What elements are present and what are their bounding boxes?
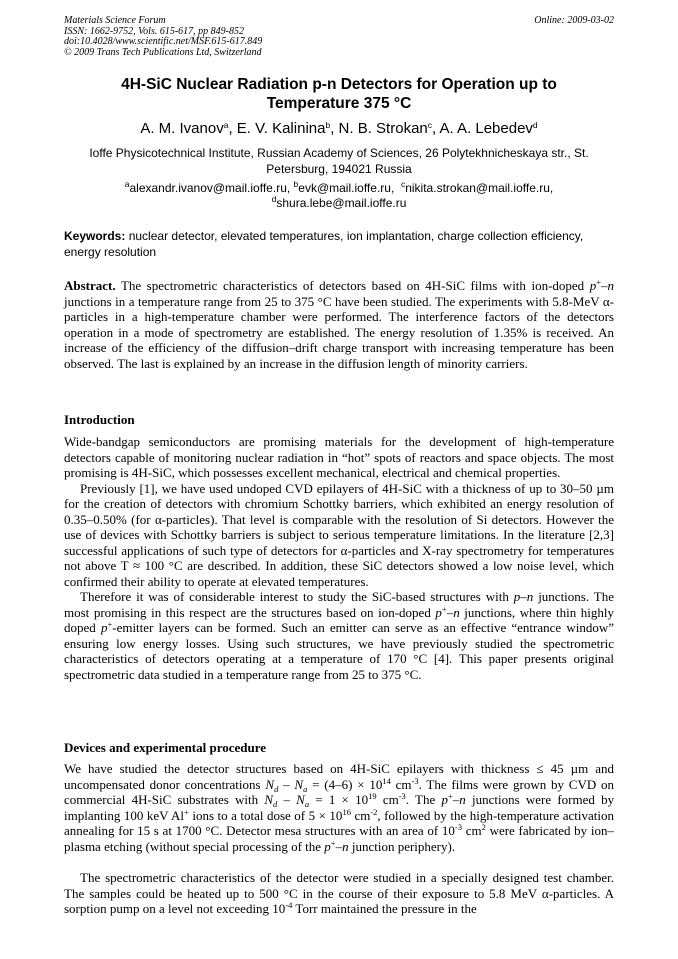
online-date: Online: 2009-03-02 (534, 15, 614, 26)
paragraph: Previously [1], we have used undoped CVD epilayers of 4H-SiC with a thickness of up to 30–50 µm for the creation of detectors with chromium Schottky barriers, which exhibited an energy resolution of 0.35–0.50% (for α-particles). That level is comparable with the resolution of Si detectors. However the use of devices with Schottky barriers is subject to serious temperature limitations. In the literature [2,3] successful applications of such type of detectors for α-particles and X-ray spectrometry for temperatures not above T ≈ 100 °C are described. In addition, these SiC detectors showed a low noise level, which confirmed their ability to operate at elevated temperatures. (64, 480, 614, 589)
affiliation-line-2: Petersburg, 194021 Russia (266, 162, 412, 176)
keywords-label: Keywords: (64, 229, 126, 243)
email: $^b$evk@mail.ioffe.ru, (293, 179, 395, 195)
section-heading-introduction: Introduction (64, 412, 135, 427)
author: E. V. Kalinina$^b$, (236, 120, 339, 137)
abstract-label: Abstract. (64, 278, 116, 293)
affiliation-line-1: Ioffe Physicotechnical Institute, Russian Academy of Sciences, 26 Polytekhnicheskaya str., St. (89, 146, 589, 160)
email-list (64, 181, 614, 210)
paragraph: The spectrometric characteristics of the detector were studied in a specially designed test chamber. The samples could be heated up to 500 °C in the course of their exposure to 5.8 MeV α-particles. A sorption pump on a level not exceeding $10^{-4}$ Torr maintained the pressure in the (64, 870, 614, 916)
email: $^a$alexandr.ivanov@mail.ioffe.ru, (124, 179, 291, 195)
title-line-2: Temperature 375 °C (266, 95, 412, 112)
journal-name: Materials Science Forum (64, 15, 166, 26)
journal-issn: ISSN: 1662-9752, Vols. 615-617, pp 849-852 (64, 25, 244, 37)
paper-title (64, 75, 614, 113)
email: $^d$shura.lebe@mail.ioffe.ru (271, 193, 407, 210)
author-list (64, 119, 614, 138)
paragraph: We have studied the detector structures based on 4H-SiC epilayers with thickness ≤ 45 µm and uncompensated donor concentrations $N_d - N_a = (4-6) \times 10^{14}$ $cm^{-3}$. The films were grown by CVD on commercial 4H-SiC substrates with $N_d - N_a = 1 \times 10^{19}$ $cm^{-3}$. The p+–n junctions were formed by implanting 100 keV Al+ ions to a total dose of $5 \times 10^{16}$ $cm^{-2}$, followed by the high-temperature activation annealing for 15 s at 1700 °C. Detector mesa structures with an area of $10^{-3}$ $cm^2$ were fabricated by ion–plasma etching (without special processing of the p+–n junction periphery). (64, 761, 615, 854)
title-line-1: 4H-SiC Nuclear Radiation p-n Detectors for Operation up to (121, 76, 557, 93)
devices-body (64, 761, 614, 917)
journal-doi: doi:10.4028/www.scientific.net/MSF.615-617.849 (64, 36, 263, 47)
abstract: Abstract. The spectrometric characteristics of detectors based on 4H-SiC films with ion-doped p+–n junctions in a temperature range from 25 to 375 °C have been studied. The experiments with 5.8-MeV α-particles in a high-temperature chamber were performed. The interference factors of the detectors operation in a mode of spectrometry are established. The energy resolution of 1.35% is received. An increase of the efficiency of the diffusion–drift charge transport with increasing temperature has been observed. The last is explained by an increase in the diffusion length of minority carriers. (64, 277, 614, 371)
keywords-text: nuclear detector, elevated temperatures, ion implantation, charge collection efficiency, energy resolution (64, 229, 584, 259)
author: A. A. Lebedev$^d$ (439, 120, 538, 137)
author: A. M. Ivanov$^a$, (140, 120, 237, 137)
journal-copyright: © 2009 Trans Tech Publications Ltd, Switzerland (64, 46, 262, 58)
keywords (64, 229, 614, 260)
email: $^c$nikita.strokan@mail.ioffe.ru, (400, 179, 554, 195)
journal-header (64, 16, 384, 58)
introduction-body (64, 434, 614, 682)
paragraph: Therefore it was of considerable interest to study the SiC-based structures with p–n junctions. The most promising in this respect are the structures based on ion-doped p+–n junctions, where thin highly doped p+-emitter layers can be formed. Such an emitter can serve as an effective “entrance window” ensuring low energy losses. Using such structures, we have previously studied the spectrometric characteristics of detectors operating at a temperature of 170 °C [4]. This paper presents original spectrometric data studied in a temperature range from 25 to 375 °C. (64, 589, 615, 682)
paragraph: Wide-bandgap semiconductors are promising materials for the development of high-temperature detectors capable of monitoring nuclear radiation in “hot” spots of reactors and space objects. The most promising is 4H-SiC, which possesses excellent mechanical, electrical and chemical properties. (64, 434, 614, 480)
section-heading-devices: Devices and experimental procedure (64, 740, 267, 755)
affiliation (64, 145, 614, 177)
author: N. B. Strokan$^c$, (338, 120, 440, 137)
